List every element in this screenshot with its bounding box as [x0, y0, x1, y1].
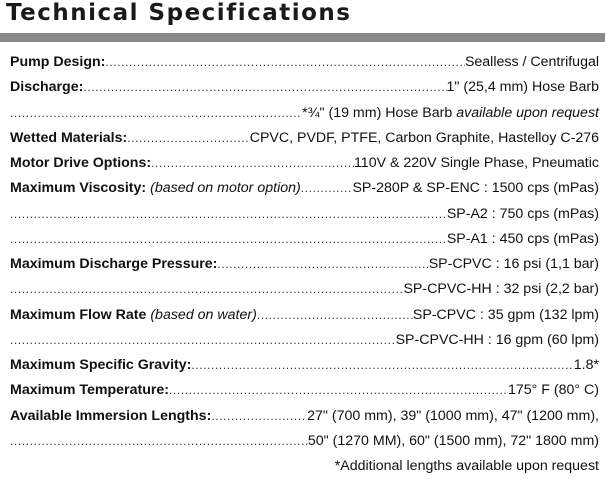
- spec-value: CPVC, PVDF, PTFE, Carbon Graphite, Hastelloy C-276: [249, 129, 599, 146]
- spec-row: [10, 429, 599, 454]
- leader-dots: [127, 126, 249, 151]
- spec-row: [10, 353, 599, 378]
- spec-value: SP-A2 : 750 cps (mPas): [446, 205, 599, 222]
- spec-row: [10, 126, 599, 151]
- spec-row: [10, 75, 599, 100]
- spec-row: [10, 303, 599, 328]
- leader-dots: [217, 252, 428, 277]
- footnote-text: *Additional lengths available upon request: [334, 458, 599, 474]
- spec-row: [10, 227, 599, 252]
- spec-value: SP-CPVC : 16 psi (1,1 bar): [428, 256, 599, 272]
- leader-dots: [257, 303, 413, 328]
- spec-value: SP-CPVC-HH : 32 psi (2,2 bar): [403, 281, 599, 298]
- spec-label: Motor Drive Options:: [10, 155, 152, 171]
- spec-row: [10, 176, 599, 201]
- leader-dots: [169, 378, 508, 403]
- spec-value: *¾" (19 mm) Hose Barb available upon request: [302, 104, 599, 121]
- spec-value: 110V & 220V Single Phase, Pneumatic: [353, 155, 599, 171]
- spec-row: [10, 151, 599, 176]
- spec-label: Maximum Discharge Pressure:: [10, 256, 218, 272]
- spec-value: SP-CPVC-HH : 16 gpm (60 lpm): [395, 331, 599, 348]
- leader-dots: [10, 202, 447, 227]
- spec-value: Sealless / Centrifugal: [464, 54, 599, 70]
- leader-dots: [83, 75, 446, 100]
- leader-dots: [301, 176, 353, 201]
- spec-label: Discharge:: [10, 79, 84, 96]
- spec-value: 1" (25,4 mm) Hose Barb: [446, 79, 599, 96]
- spec-value: SP-A1 : 450 cps (mPas): [446, 230, 599, 247]
- spec-row: [10, 50, 599, 75]
- leader-dots: [10, 429, 308, 454]
- spec-row: [10, 202, 599, 227]
- spec-table: [10, 50, 599, 479]
- spec-label: Maximum Flow Rate (based on water): [10, 306, 257, 323]
- spec-row: [10, 404, 599, 429]
- spec-row: [10, 277, 599, 302]
- title-divider: [0, 33, 605, 42]
- spec-label: Wetted Materials:: [10, 129, 128, 146]
- spec-value: SP-280P & SP-ENC : 1500 cps (mPas): [352, 180, 599, 197]
- spec-row: [10, 378, 599, 403]
- spec-value: 1.8*: [573, 357, 599, 373]
- leader-dots: [10, 227, 447, 252]
- spec-value: 50" (1270 MM), 60" (1500 mm), 72" 1800 mm): [307, 432, 599, 449]
- leader-dots: [105, 50, 465, 75]
- footnote: [10, 454, 599, 479]
- leader-dots: [211, 404, 307, 429]
- spec-value: SP-CPVC : 35 gpm (132 lpm): [412, 306, 599, 323]
- leader-dots: [10, 101, 302, 126]
- spec-label: Pump Design:: [10, 54, 106, 70]
- spec-row: [10, 328, 599, 353]
- spec-row: [10, 101, 599, 126]
- spec-value: 27" (700 mm), 39" (1000 mm), 47" (1200 mm),: [307, 407, 599, 424]
- leader-dots: [151, 151, 354, 176]
- spec-label: Maximum Viscosity: (based on motor option): [10, 180, 301, 197]
- leader-dots: [10, 328, 396, 353]
- leader-dots: [10, 277, 403, 302]
- spec-value: 175° F (80° C): [508, 382, 599, 399]
- spec-label: Maximum Specific Gravity:: [10, 357, 192, 373]
- page-title: Technical Specifications: [6, 0, 352, 26]
- spec-row: [10, 252, 599, 277]
- leader-dots: [191, 353, 573, 378]
- spec-label: Available Immersion Lengths:: [10, 407, 212, 424]
- spec-label: Maximum Temperature:: [10, 382, 169, 399]
